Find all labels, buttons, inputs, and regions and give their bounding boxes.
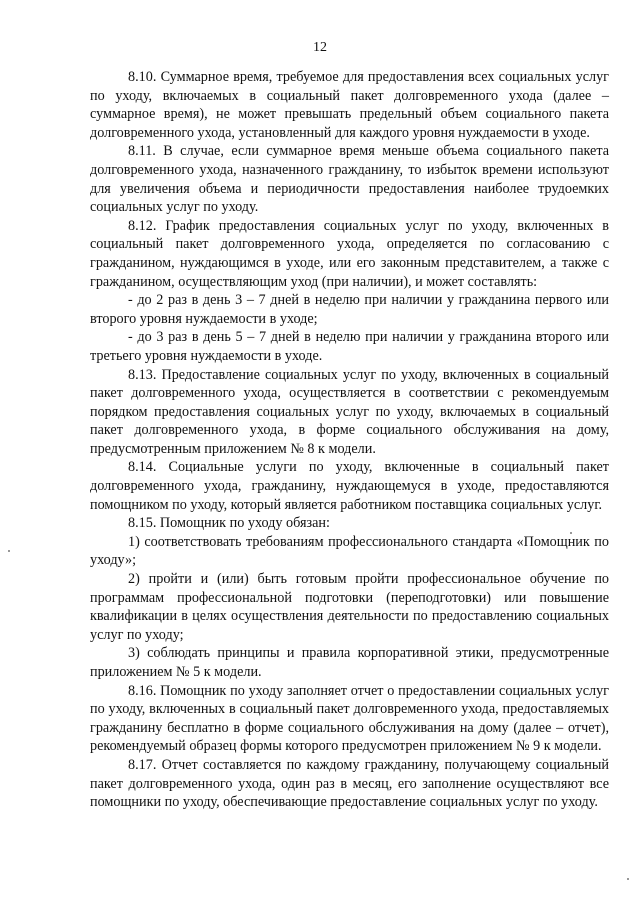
paragraph-8-12: 8.12. График предоставления социальных услуг по уходу, включенных в социальный пакет долговременного ухода, определяется по согласованию с гражданином, нуждающимся в уходе, или его законным представителем, а также с гражданином, осуществляющим уход (при наличии), и может составлять: <box>90 217 609 290</box>
list-item-duty-2: 2) пройти и (или) быть готовым пройти профессиональное обучение по программам профессиональной подготовки (переподготовки) или повышение квалификации в целях осуществления деятельности по предоставлению социальных услуг по уходу; <box>90 571 609 643</box>
paragraph-8-10: 8.10. Суммарное время, требуемое для предоставления всех социальных услуг по уходу, включаемых в социальный пакет долговременного ухода (далее – суммарное время), не может превышать предельный объем социального пакета долговременного ухода, установленный для каждого уровня нуждаемости в уходе. <box>90 69 609 141</box>
paragraph-8-16: 8.16. Помощник по уходу заполняет отчет о предоставлении социальных услуг по уходу, включенных в социальный пакет долговременного ухода, предоставляемых гражданину бесплатно в форме социального обслуживания на дому (далее – отчет), рекомендуемый образец формы которого предусмотрен приложением № 9 к модели. <box>90 682 609 755</box>
paragraph-8-15: 8.15. Помощник по уходу обязан: <box>128 515 330 532</box>
paragraph-8-13: 8.13. Предоставление социальных услуг по уходу, включенных в социальный пакет долговременного ухода, осуществляется в соответствии с рекомендуемым порядком предоставления социальных услуг по уходу, включаемых в социальный пакет долговременного ухода, в форме социального обслуживания на дому, предусмотренным приложением № 8 к модели. <box>90 366 609 457</box>
list-item-schedule-2: - до 3 раз в день 5 – 7 дней в неделю при наличии у гражданина второго или третьего уровня нуждаемости в уходе. <box>90 329 609 364</box>
list-item-schedule-1: - до 2 раз в день 3 – 7 дней в неделю при наличии у гражданина первого или второго уровня нуждаемости в уходе; <box>90 292 609 327</box>
scan-speck <box>627 878 629 880</box>
paragraph-8-14: 8.14. Социальные услуги по уходу, включенные в социальный пакет долговременного ухода, гражданину, нуждающемуся в уходе, предоставляются помощником по уходу, который является работником поставщика социальных услуг. <box>90 459 609 513</box>
scan-speck <box>570 532 572 534</box>
paragraph-8-11: 8.11. В случае, если суммарное время меньше объема социального пакета долговременного ухода, назначенного гражданину, то избыток времени используют для увеличения объема и периодичности предоставления наиболее трудоемких социальных услуг по уходу. <box>90 143 609 216</box>
scan-speck <box>8 550 10 552</box>
page-number: 12 <box>313 40 327 55</box>
list-item-duty-1: 1) соответствовать требованиям профессионального стандарта «Помощник по уходу»; <box>90 533 609 569</box>
list-item-duty-3: 3) соблюдать принципы и правила корпоративной этики, предусмотренные приложением № 5 к модели. <box>90 645 609 680</box>
paragraph-8-17: 8.17. Отчет составляется по каждому гражданину, получающему социальный пакет долговременного ухода, один раз в месяц, его заполнение осуществляют все помощники по уходу, обеспечивающие предоставление социальных услуг по уходу. <box>90 756 609 811</box>
document-body <box>90 68 609 812</box>
